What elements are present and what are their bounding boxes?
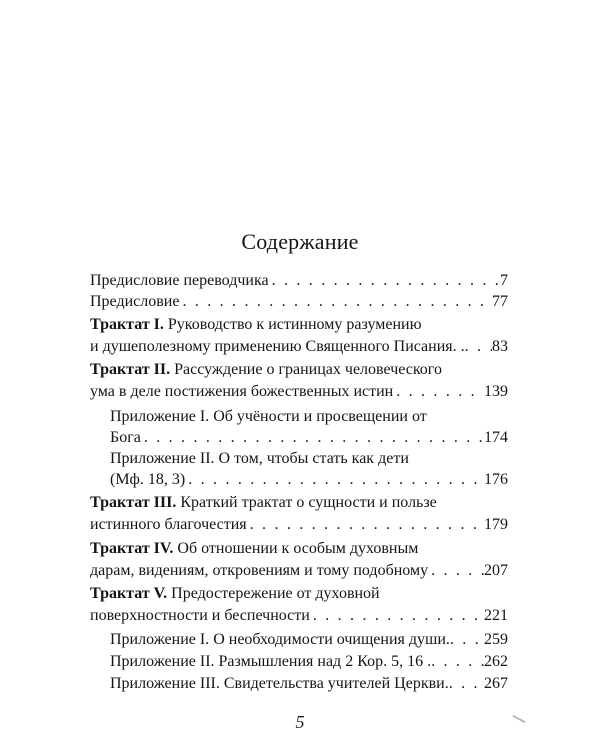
toc-entry-title: Краткий трактат о сущности и пользе xyxy=(180,494,437,511)
dot-leader xyxy=(431,651,484,673)
toc-entry-appendix-v2[interactable] xyxy=(110,651,508,673)
page-title: Содержание xyxy=(241,229,359,254)
toc-entry-treatise-5-cont[interactable] xyxy=(90,605,508,627)
toc-entry-appendix-2[interactable] xyxy=(110,448,508,470)
toc-entry-treatise-5[interactable] xyxy=(90,583,508,605)
dot-leader xyxy=(449,673,484,695)
toc-entry-appendix-2-cont[interactable] xyxy=(110,469,508,491)
dot-leader xyxy=(465,336,492,358)
dot-leader xyxy=(185,469,484,491)
toc-entry-appendix-1[interactable] xyxy=(110,406,508,428)
toc-entry-title: Предостережение от духовной xyxy=(171,585,380,602)
toc-page-number: 7 xyxy=(500,272,508,289)
toc-entry-title-cont: поверхностности и беспечности xyxy=(90,607,310,624)
toc-entry-treatise-1[interactable] xyxy=(90,314,508,336)
dot-leader xyxy=(247,514,484,536)
dot-leader xyxy=(179,291,492,313)
dot-leader xyxy=(269,270,500,292)
toc-entry-title-cont: дарам, видениям, откровениям и тому подобному xyxy=(90,562,429,579)
toc-entry-treatise-1-cont[interactable] xyxy=(90,336,508,358)
toc-page-number: 83 xyxy=(492,338,508,355)
toc-entry-treatise-3[interactable] xyxy=(90,492,508,514)
toc-page-number: 221 xyxy=(484,607,508,624)
toc-page-number: 207 xyxy=(484,562,508,579)
toc-entry-treatise-2[interactable] xyxy=(90,359,508,381)
treatise-label: Трактат I. xyxy=(90,316,168,333)
toc-entry-appendix-1-cont[interactable] xyxy=(110,427,508,449)
toc-entry-title: Руководство к истинному разумению xyxy=(167,316,422,333)
page-number: 5 xyxy=(295,712,305,732)
toc-entry-title-cont: (Мф. 18, 3) xyxy=(110,471,186,488)
toc-entry-treatise-4-cont[interactable] xyxy=(90,560,508,582)
toc-page-number: 262 xyxy=(484,653,508,670)
toc-page-number: 176 xyxy=(484,471,508,488)
toc-page-number: 77 xyxy=(492,293,508,310)
toc-entry-treatise-3-cont[interactable] xyxy=(90,514,508,536)
toc-entry-title: Приложение III. Свидетельства учителей Церкви. xyxy=(110,675,449,692)
treatise-label: Трактат IV. xyxy=(90,540,178,557)
toc-page-number: 174 xyxy=(484,429,508,446)
treatise-label: Трактат II. xyxy=(90,361,175,378)
toc-entry-title: Приложение I. О необходимости очищения души. xyxy=(110,631,450,648)
treatise-label: Трактат III. xyxy=(90,494,181,511)
dot-leader xyxy=(428,560,484,582)
toc-entry-title: Приложение II. Размышления над 2 Кор. 5, 16 . xyxy=(110,653,432,670)
toc-entry-title: Рассуждение о границах человеческого xyxy=(174,361,442,378)
toc-page-number: 139 xyxy=(484,383,508,400)
toc-page-number: 267 xyxy=(484,675,508,692)
dot-leader xyxy=(141,427,484,449)
toc-entry-preface[interactable] xyxy=(90,291,508,313)
toc-entry-title-cont: Бога xyxy=(110,429,141,446)
toc-entry-title: Предисловие переводчика xyxy=(90,272,269,289)
toc-entry-title: Предисловие xyxy=(90,293,180,310)
toc-entry-title: Об отношении к особым духовным xyxy=(177,540,419,557)
toc-entry-appendix-v3[interactable] xyxy=(110,673,508,695)
toc-page-number: 259 xyxy=(484,631,508,648)
toc-entry-title: Приложение II. О том, чтобы стать как дети xyxy=(110,450,409,467)
toc-entry-treatise-2-cont[interactable] xyxy=(90,381,508,403)
dot-leader xyxy=(393,381,484,403)
toc-entry-title: Приложение I. Об учёности и просвещении от xyxy=(110,408,427,425)
dot-leader xyxy=(310,605,484,627)
toc-entry-appendix-v1[interactable] xyxy=(110,629,508,651)
toc-page-number: 179 xyxy=(484,516,508,533)
treatise-label: Трактат V. xyxy=(90,585,172,602)
toc-entry-title-cont: и душеполезному применению Священного Писания. . xyxy=(90,338,465,355)
toc-entry-title-cont: истинного благочестия xyxy=(90,516,247,533)
dot-leader xyxy=(450,629,484,651)
toc-entry-title-cont: ума в деле постижения божественных истин xyxy=(90,383,394,400)
toc-entry-treatise-4[interactable] xyxy=(90,538,508,560)
toc-entry-translator-preface[interactable] xyxy=(90,270,508,292)
